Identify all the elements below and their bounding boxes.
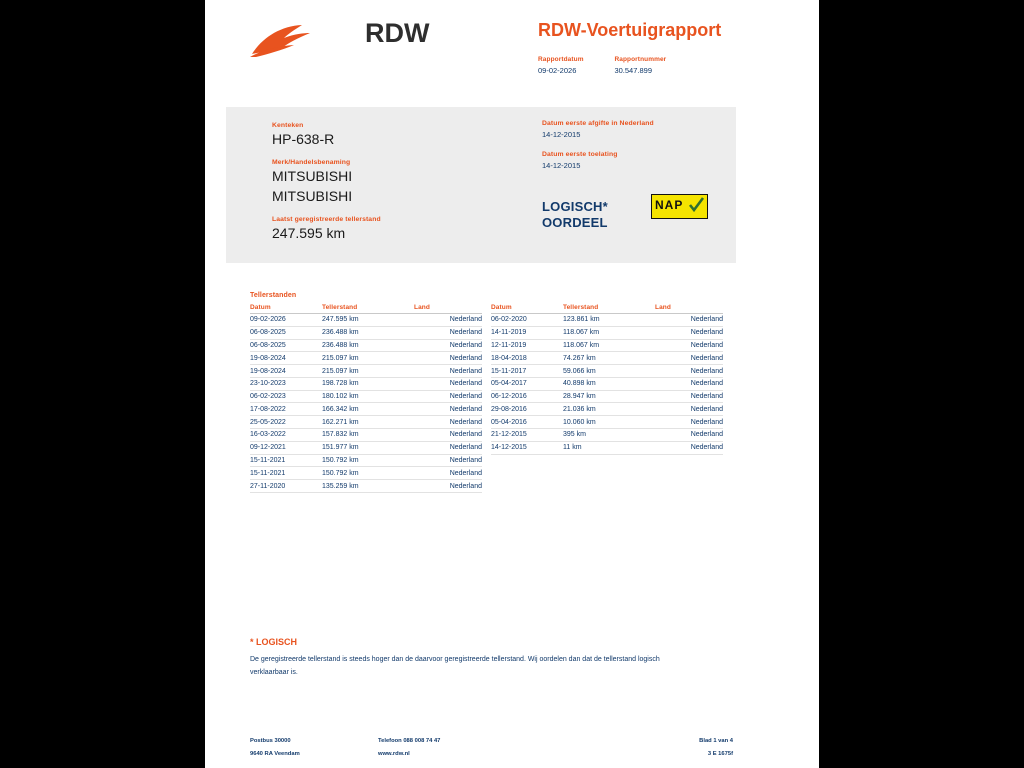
cell-land: Nederland — [414, 390, 482, 403]
table-row — [250, 480, 482, 493]
cell-tellerstand: 28.947 km — [563, 390, 655, 403]
cell-tellerstand: 118.067 km — [563, 326, 655, 339]
cell-land: Nederland — [414, 416, 482, 429]
cell-land: Nederland — [414, 429, 482, 442]
report-date-value: 09-02-2026 — [538, 66, 577, 75]
report-number-label: Rapportnummer — [614, 56, 667, 63]
cell-tellerstand: 180.102 km — [322, 390, 414, 403]
document-page — [205, 0, 819, 768]
cell-tellerstand: 166.342 km — [322, 403, 414, 416]
cell-datum: 06-08-2025 — [250, 339, 322, 352]
note-body: De geregistreerde tellerstand is steeds hoger dan de daarvoor geregistreerde tellerstand. Wij oordelen dan dat de tellerstand logisch verklaarbaar is. — [250, 656, 660, 676]
cell-tellerstand: 150.792 km — [322, 454, 414, 467]
report-number-block — [614, 55, 666, 76]
cell-datum: 06-08-2025 — [250, 326, 322, 339]
cell-datum: 15-11-2017 — [491, 365, 563, 378]
laatste-tellerstand-label: Laatst geregistreerde tellerstand — [272, 216, 381, 223]
cell-datum: 17-08-2022 — [250, 403, 322, 416]
cell-tellerstand: 157.832 km — [322, 429, 414, 442]
cell-tellerstand: 198.728 km — [322, 377, 414, 390]
cell-land: Nederland — [414, 441, 482, 454]
table-row — [491, 441, 723, 454]
footer-address-line-2: 9640 RA Veendam — [250, 751, 300, 757]
footer-contact — [378, 735, 613, 761]
table-row — [250, 365, 482, 378]
table-row — [250, 390, 482, 403]
cell-tellerstand: 395 km — [563, 429, 655, 442]
eerste-toelating-label: Datum eerste toelating — [542, 151, 618, 158]
table-row — [491, 326, 723, 339]
rdw-flame-logo-icon — [250, 24, 312, 58]
kenteken-label: Kenteken — [272, 122, 304, 129]
table-row — [250, 403, 482, 416]
table-header-row — [250, 304, 482, 314]
cell-tellerstand: 247.595 km — [322, 314, 414, 327]
eerste-afgifte-value: 14-12-2015 — [542, 130, 581, 139]
rdw-logo — [250, 14, 440, 64]
cell-datum: 06-02-2023 — [250, 390, 322, 403]
cell-tellerstand: 123.861 km — [563, 314, 655, 327]
cell-datum: 05-04-2017 — [491, 377, 563, 390]
cell-tellerstand: 40.898 km — [563, 377, 655, 390]
cell-tellerstand: 215.097 km — [322, 352, 414, 365]
cell-land: Nederland — [414, 480, 482, 493]
report-meta — [538, 55, 798, 76]
table-row — [491, 339, 723, 352]
report-date-block — [538, 55, 610, 76]
cell-tellerstand: 162.271 km — [322, 416, 414, 429]
cell-land: Nederland — [655, 339, 723, 352]
check-icon — [688, 196, 705, 215]
tellerstanden-table-right — [491, 304, 723, 455]
cell-datum: 29-08-2016 — [491, 403, 563, 416]
cell-datum: 21-12-2015 — [491, 429, 563, 442]
cell-land: Nederland — [414, 326, 482, 339]
cell-datum: 19-08-2024 — [250, 352, 322, 365]
table-row — [491, 314, 723, 327]
column-header-datum: Datum — [491, 304, 563, 314]
cell-datum: 16-03-2022 — [250, 429, 322, 442]
cell-datum: 15-11-2021 — [250, 467, 322, 480]
table-row — [491, 352, 723, 365]
table-row — [491, 416, 723, 429]
eerste-afgifte-label: Datum eerste afgifte in Nederland — [542, 120, 654, 127]
eerste-toelating-value: 14-12-2015 — [542, 161, 581, 170]
cell-land: Nederland — [414, 339, 482, 352]
cell-datum: 14-12-2015 — [491, 441, 563, 454]
cell-tellerstand: 150.792 km — [322, 467, 414, 480]
cell-tellerstand: 215.097 km — [322, 365, 414, 378]
tellerstanden-title: Tellerstanden — [250, 292, 297, 299]
cell-tellerstand: 135.259 km — [322, 480, 414, 493]
cell-tellerstand: 236.488 km — [322, 326, 414, 339]
cell-land: Nederland — [655, 365, 723, 378]
cell-datum: 18-04-2018 — [491, 352, 563, 365]
column-header-datum: Datum — [250, 304, 322, 314]
verdict-line-1: LOGISCH* — [542, 199, 608, 214]
column-header-tellerstand: Tellerstand — [563, 304, 655, 314]
cell-land: Nederland — [655, 441, 723, 454]
table-row — [491, 390, 723, 403]
column-header-land: Land — [655, 304, 723, 314]
merk-value-2: MITSUBISHI — [272, 188, 353, 204]
table-row — [491, 377, 723, 390]
report-title: RDW-Voertuigrapport — [538, 20, 722, 40]
cell-datum: 12-11-2019 — [491, 339, 563, 352]
table-row — [250, 352, 482, 365]
cell-land: Nederland — [414, 467, 482, 480]
cell-datum: 23-10-2023 — [250, 377, 322, 390]
column-header-land: Land — [414, 304, 482, 314]
table-row — [250, 467, 482, 480]
footer-website[interactable]: www.rdw.nl — [378, 751, 410, 757]
table-header-row — [491, 304, 723, 314]
merk-value-1: MITSUBISHI — [272, 168, 353, 184]
table-row — [250, 326, 482, 339]
table-row — [250, 416, 482, 429]
cell-datum: 06-02-2020 — [491, 314, 563, 327]
footer-address-line-1: Postbus 30000 — [250, 738, 291, 744]
cell-land: Nederland — [655, 416, 723, 429]
cell-tellerstand: 151.977 km — [322, 441, 414, 454]
cell-datum: 25-05-2022 — [250, 416, 322, 429]
table-row — [250, 339, 482, 352]
cell-land: Nederland — [655, 377, 723, 390]
footer-page-number: Blad 1 van 4 — [699, 738, 733, 744]
logo-text: RDW — [365, 18, 430, 48]
cell-datum: 05-04-2016 — [491, 416, 563, 429]
note-title: * LOGISCH — [250, 637, 298, 647]
cell-datum: 09-02-2026 — [250, 314, 322, 327]
cell-datum: 15-11-2021 — [250, 454, 322, 467]
cell-land: Nederland — [414, 454, 482, 467]
cell-tellerstand: 10.060 km — [563, 416, 655, 429]
verdict-text — [542, 199, 608, 231]
cell-tellerstand: 11 km — [563, 441, 655, 454]
cell-land: Nederland — [655, 326, 723, 339]
table-row — [250, 314, 482, 327]
table-row — [250, 377, 482, 390]
table-row — [491, 403, 723, 416]
cell-land: Nederland — [414, 365, 482, 378]
table-row — [250, 441, 482, 454]
cell-land: Nederland — [655, 352, 723, 365]
nap-badge-text: NAP — [655, 198, 684, 212]
cell-tellerstand: 74.267 km — [563, 352, 655, 365]
cell-land: Nederland — [414, 403, 482, 416]
cell-datum: 19-08-2024 — [250, 365, 322, 378]
table-row — [250, 429, 482, 442]
cell-land: Nederland — [655, 314, 723, 327]
tellerstanden-table-left — [250, 304, 482, 493]
cell-land: Nederland — [655, 429, 723, 442]
merk-label: Merk/Handelsbenaming — [272, 159, 351, 166]
summary-left-column — [272, 122, 502, 243]
cell-datum: 09-12-2021 — [250, 441, 322, 454]
table-row — [491, 429, 723, 442]
cell-tellerstand: 21.036 km — [563, 403, 655, 416]
vehicle-summary-panel — [226, 107, 736, 263]
tellerstanden-tables — [250, 304, 771, 493]
table-row — [491, 365, 723, 378]
cell-land: Nederland — [655, 403, 723, 416]
verdict-line-2: OORDEEL — [542, 215, 608, 230]
cell-land: Nederland — [414, 314, 482, 327]
footer-page-info — [613, 735, 733, 761]
cell-land: Nederland — [414, 352, 482, 365]
report-number-value: 30.547.899 — [614, 66, 652, 75]
cell-tellerstand: 118.067 km — [563, 339, 655, 352]
document-header — [205, 0, 819, 90]
nap-badge — [651, 194, 708, 219]
cell-tellerstand: 236.488 km — [322, 339, 414, 352]
cell-land: Nederland — [655, 390, 723, 403]
report-date-label: Rapportdatum — [538, 56, 584, 63]
kenteken-value: HP-638-R — [272, 131, 335, 147]
laatste-tellerstand-value: 247.595 km — [272, 225, 346, 241]
cell-datum: 14-11-2019 — [491, 326, 563, 339]
table-row — [250, 454, 482, 467]
cell-land: Nederland — [414, 377, 482, 390]
column-header-tellerstand: Tellerstand — [322, 304, 414, 314]
summary-right-column — [542, 120, 732, 172]
footer-address — [250, 735, 378, 761]
footer-form-code: 3 E 1675f — [707, 751, 733, 757]
footer-phone: Telefoon 088 008 74 47 — [378, 738, 441, 744]
cell-datum: 27-11-2020 — [250, 480, 322, 493]
cell-datum: 06-12-2016 — [491, 390, 563, 403]
document-footer — [250, 735, 771, 761]
cell-tellerstand: 59.066 km — [563, 365, 655, 378]
